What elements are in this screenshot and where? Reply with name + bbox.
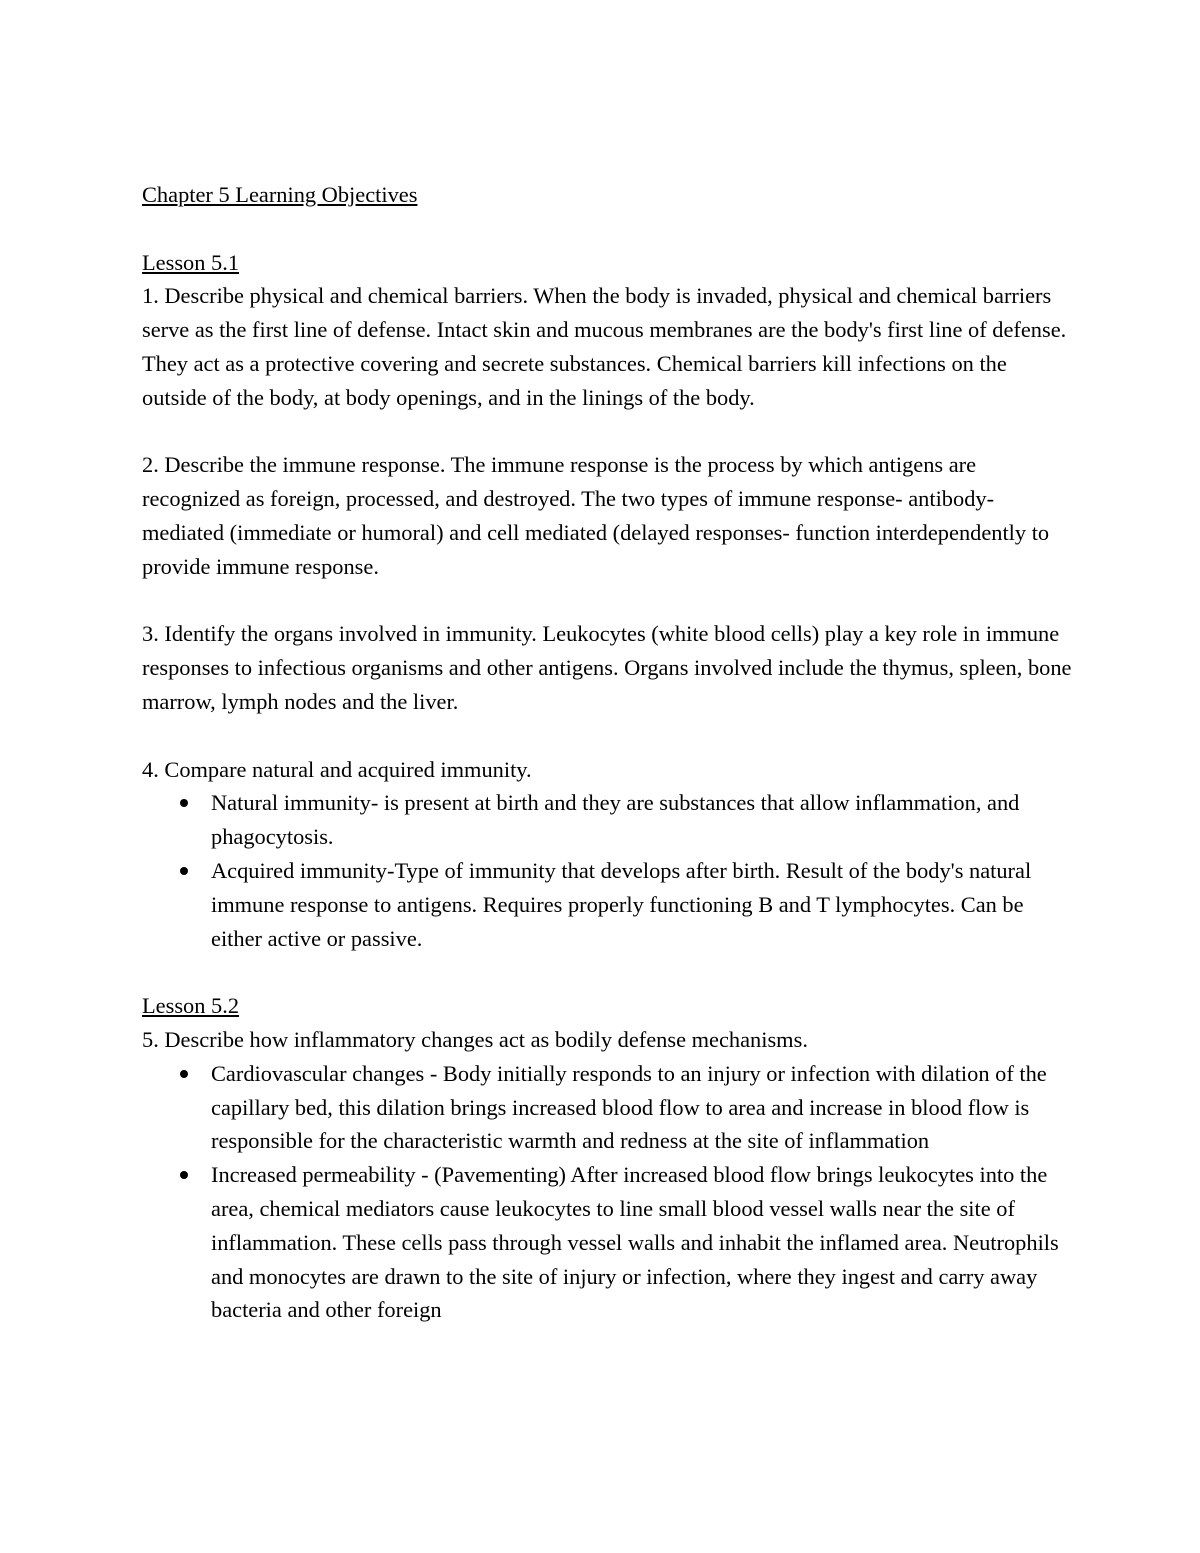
spacer bbox=[142, 415, 1072, 449]
document-page bbox=[142, 178, 1072, 1327]
page-title: Chapter 5 Learning Objectives bbox=[142, 182, 418, 207]
bullet-text: Cardiovascular changes - Body initially responds to an injury or infection with dilation of the capillary bed, this dilation brings increased blood flow to area and increase in blood flow is responsible for the characteristic warmth and redness at the site of inflammation bbox=[211, 1060, 1047, 1154]
lesson-heading-line bbox=[142, 246, 1072, 280]
bullet-text: Acquired immunity-Type of immunity that develops after birth. Result of the body's natural immune response to antigens. Requires properly functioning B and T lymphocytes. Can be either active or passive. bbox=[211, 857, 1032, 951]
objective-4: 4. Compare natural and acquired immunity. bbox=[142, 756, 532, 782]
objective-4-bullets bbox=[142, 786, 1072, 955]
objective-5-bullets bbox=[142, 1057, 1072, 1327]
objective-1: 1. Describe physical and chemical barriers. When the body is invaded, physical and chemical barriers serve as the first line of defense. Intact skin and mucous membranes are the body's first line of defense. They act as a protective covering and secrete substances. Chemical barriers kill infections on the outside of the body, at body openings, and in the linings of the body. bbox=[142, 283, 1067, 410]
bullet-icon bbox=[180, 1171, 188, 1179]
spacer bbox=[142, 719, 1072, 753]
objective-5: 5. Describe how inflammatory changes act as bodily defense mechanisms. bbox=[142, 1026, 808, 1052]
page-title-line bbox=[142, 178, 1072, 212]
lesson-heading-5-2: Lesson 5.2 bbox=[142, 993, 240, 1019]
bullet-text: Increased permeability - (Pavementing) After increased blood flow brings leukocytes into the area, chemical mediators cause leukocytes to line small blood vessel walls near the site of inflammation. These cells pass through vessel walls and inhabit the inflamed area. Neutrophils and monocytes are drawn to the site of injury or infection, where they ingest and carry away bacteria and other foreign bbox=[211, 1162, 1059, 1323]
list-item bbox=[142, 854, 1072, 955]
list-item bbox=[142, 1158, 1072, 1327]
bullet-text: Natural immunity- is present at birth and they are substances that allow inflammation, and phagocytosis. bbox=[211, 790, 1020, 850]
bullet-icon bbox=[180, 867, 188, 875]
bullet-icon bbox=[180, 1070, 188, 1078]
lesson-heading-line bbox=[142, 989, 1072, 1023]
spacer bbox=[142, 955, 1072, 989]
objective-3: 3. Identify the organs involved in immunity. Leukocytes (white blood cells) play a key role in immune responses to infectious organisms and other antigens. Organs involved include the thymus, spleen, bone marrow, lymph nodes and the liver. bbox=[142, 621, 1072, 714]
list-item bbox=[142, 1057, 1072, 1158]
objective-2: 2. Describe the immune response. The immune response is the process by which antigens are recognized as foreign, processed, and destroyed. The two types of immune response- antibody-mediated (immediate or humoral) and cell mediated (delayed responses- function interdependently to provide immune response. bbox=[142, 452, 1050, 579]
list-item bbox=[142, 786, 1072, 854]
lesson-heading-5-1: Lesson 5.1 bbox=[142, 249, 240, 275]
bullet-icon bbox=[180, 799, 188, 807]
spacer bbox=[142, 212, 1072, 246]
spacer bbox=[142, 584, 1072, 618]
